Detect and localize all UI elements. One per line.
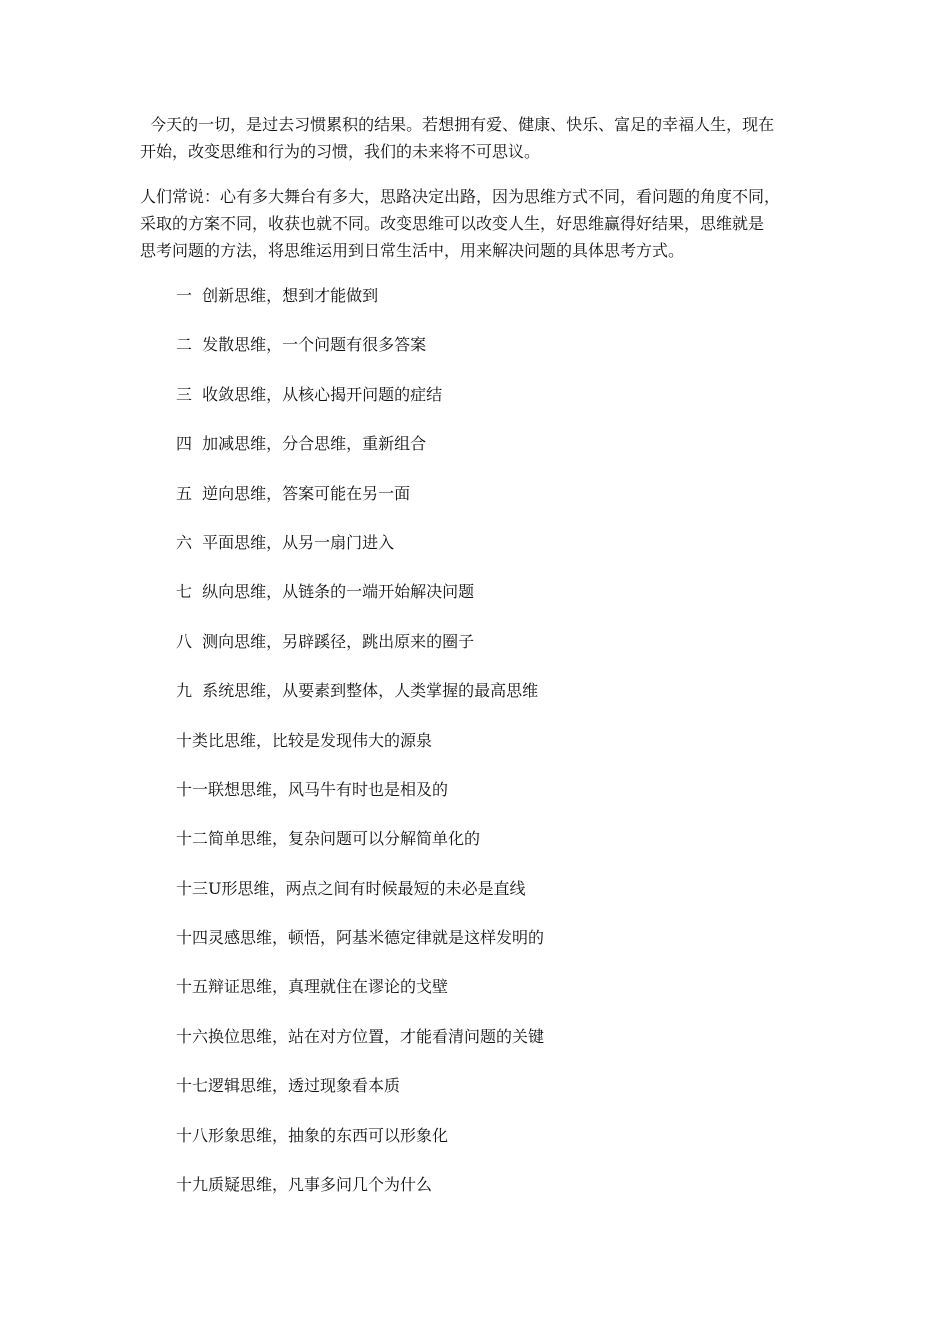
list-item: 十一联想思维，风马牛有时也是相及的: [176, 779, 449, 799]
intro-paragraph-1-line-2: 开始，改变思维和行为的习惯，我们的未来将不可思议。: [140, 142, 541, 161]
list-item: 五 逆向思维，答案可能在另一面: [176, 483, 411, 503]
intro-paragraph-2-line-3: 思考问题的方法，将思维运用到日常生活中，用来解决问题的具体思考方式。: [140, 241, 685, 260]
list-item: 十五辩证思维，真理就住在谬论的戈壁: [176, 977, 449, 997]
thinking-methods-list: [176, 282, 816, 1220]
intro-paragraph-1-line-1: 今天的一切，是过去习惯累积的结果。若想拥有爱、健康、快乐、富足的幸福人生，现在: [140, 115, 775, 134]
intro-paragraph-2: [140, 183, 830, 264]
intro-paragraph-2-line-1: 人们常说：心有多大舞台有多大，思路决定出路，因为思维方式不同，看问题的角度不同，: [140, 187, 781, 206]
list-item: 四 加减思维，分合思维，重新组合: [176, 434, 427, 454]
list-item: 十九质疑思维，凡事多问几个为什么: [176, 1175, 433, 1195]
list-item: 一 创新思维，想到才能做到: [176, 286, 379, 305]
list-item: 十类比思维，比较是发现伟大的源泉: [176, 730, 433, 750]
list-item: 十六换位思维，站在对方位置，才能看清问题的关键: [176, 1026, 545, 1046]
intro-paragraph-1: [140, 111, 830, 165]
list-item: 八 测向思维，另辟蹊径，跳出原来的圈子: [176, 631, 475, 651]
list-item: 七 纵向思维，从链条的一端开始解决问题: [176, 582, 475, 602]
list-item: 九 系统思维，从要素到整体，人类掌握的最高思维: [176, 681, 539, 701]
list-item: 十七逻辑思维，透过现象看本质: [176, 1076, 401, 1096]
list-item: 十四灵感思维，顿悟，阿基米德定律就是这样发明的: [176, 928, 545, 948]
list-item: 三 收敛思维，从核心揭开问题的症结: [176, 384, 443, 404]
intro-paragraph-2-line-2: 采取的方案不同，收获也就不同。改变思维可以改变人生，好思维赢得好结果，思维就是: [140, 214, 765, 233]
list-item: 十八形象思维，抽象的东西可以形象化: [176, 1125, 449, 1145]
list-item: 十三U形思维，两点之间有时候最短的未必是直线: [176, 878, 526, 898]
list-item: 六 平面思维，从另一扇门进入: [176, 532, 395, 552]
list-item: 十二简单思维，复杂问题可以分解简单化的: [176, 829, 481, 849]
list-item: 二 发散思维，一个问题有很多答案: [176, 335, 427, 355]
